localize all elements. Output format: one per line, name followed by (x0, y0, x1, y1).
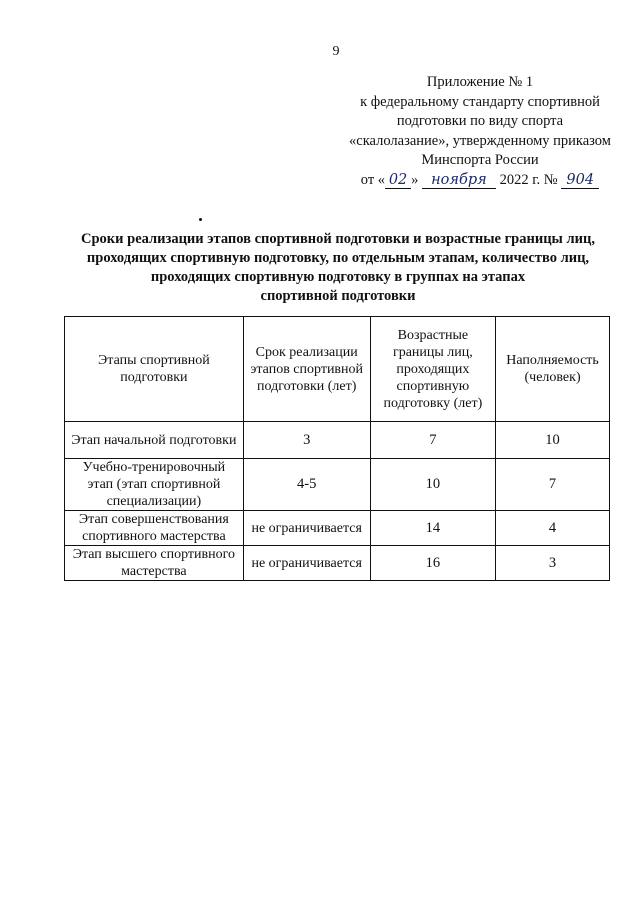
cell-size: 3 (496, 546, 610, 581)
cell-age: 7 (370, 422, 495, 459)
header-stage: Этапы спортивной подготовки (65, 317, 244, 422)
date-year: 2022 г. № (499, 171, 558, 188)
appendix-line: подготовки по виду спорта (396, 113, 564, 129)
cell-stage: Этап совершенствования спортивного мастерства (65, 511, 244, 546)
stages-table (64, 316, 610, 581)
handwritten-month: ноября (422, 172, 496, 189)
cell-stage: Этап высшего спортивного мастерства (65, 546, 244, 581)
order-date-line (330, 171, 630, 191)
table-row (65, 459, 610, 511)
appendix-line: Минспорта России (421, 152, 539, 168)
appendix-line: Приложение № 1 (426, 74, 534, 90)
appendix-block (330, 73, 630, 190)
cell-duration: 3 (243, 422, 370, 459)
header-age-limits: Возрастные границы лиц, проходящих спортивную подготовку (лет) (370, 317, 495, 422)
cell-duration: 4-5 (243, 459, 370, 511)
handwritten-day: 02 (385, 172, 411, 189)
table-header-row (65, 317, 610, 422)
cell-age: 14 (370, 511, 495, 546)
cell-stage: Этап начальной подготовки (65, 422, 244, 459)
date-day-suffix: » (411, 171, 419, 188)
header-duration: Срок реализации этапов спортивной подготовки (лет) (243, 317, 370, 422)
date-prefix: от « (360, 171, 386, 188)
header-group-size: Наполняемость (человек) (496, 317, 610, 422)
appendix-line: к федеральному стандарту спортивной (360, 93, 600, 110)
handwritten-order-number: 904 (561, 172, 599, 189)
table-row (65, 546, 610, 581)
title-line: проходящих спортивную подготовку, по отдельным этапам, количество лиц, (86, 250, 590, 266)
cell-size: 4 (496, 511, 610, 546)
appendix-line: «скалолазание», утвержденному приказом (349, 132, 611, 149)
title-line: Сроки реализации этапов спортивной подготовки и возрастные границы лиц, (81, 231, 595, 247)
table-row (65, 422, 610, 459)
cell-duration: не ограничивается (243, 546, 370, 581)
stray-dot (199, 218, 202, 221)
table-row (65, 511, 610, 546)
cell-age: 16 (370, 546, 495, 581)
page-number: 9 (332, 44, 340, 59)
cell-age: 10 (370, 459, 495, 511)
cell-size: 10 (496, 422, 610, 459)
cell-duration: не ограничивается (243, 511, 370, 546)
cell-stage: Учебно-тренировочный этап (этап спортивной специализации) (65, 459, 244, 511)
title-line: спортивной подготовки (260, 288, 416, 304)
cell-size: 7 (496, 459, 610, 511)
document-title (62, 230, 614, 306)
title-line: проходящих спортивную подготовку в группах на этапах (150, 269, 526, 285)
